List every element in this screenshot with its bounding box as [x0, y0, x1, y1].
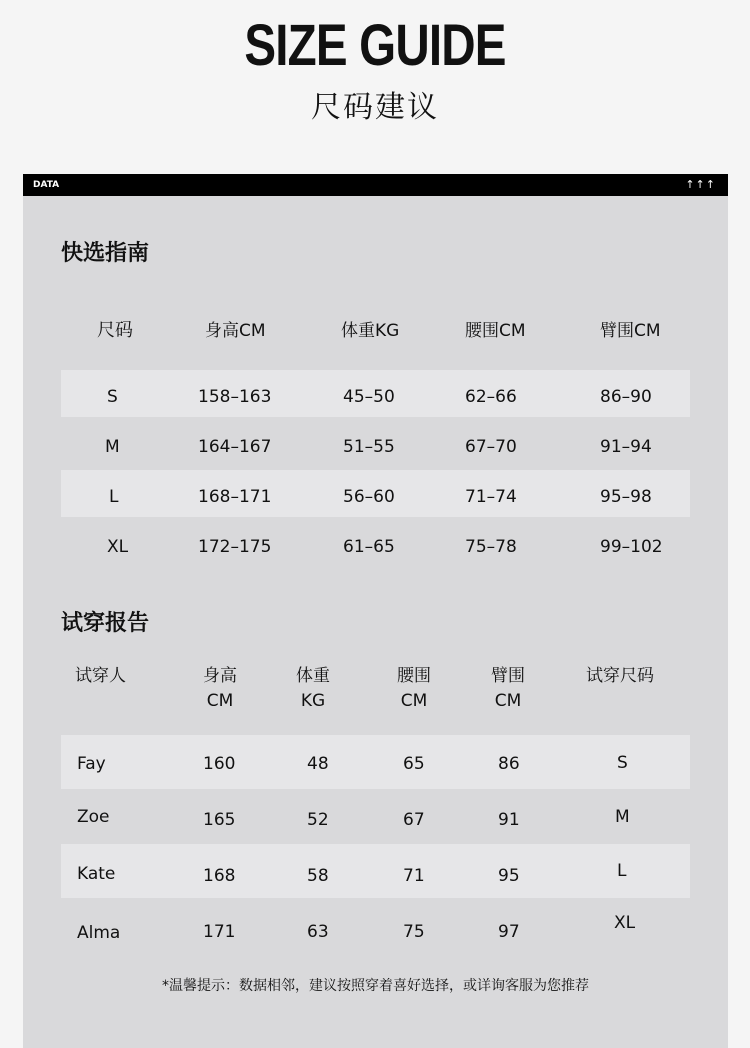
arm-cell: 86–90: [600, 387, 652, 407]
weight-cell: 48: [307, 754, 329, 774]
column-header-waist: [389, 664, 439, 714]
height-cell: 171: [203, 922, 236, 942]
size-cell: L: [109, 487, 119, 507]
column-header-size: 尺码: [97, 320, 133, 341]
column-header-arm: 臂围CM: [600, 321, 661, 341]
waist-cell: 67: [403, 810, 425, 830]
fit-size-cell: L: [617, 861, 627, 881]
page-subtitle: 尺码建议: [311, 90, 439, 125]
footer-note: *温馨提示：数据相邻，建议按照穿着喜好选择，或详询客服为您推荐: [162, 978, 589, 994]
column-header-waist: 腰围CM: [465, 321, 526, 341]
column-header-weight: 体重KG: [341, 321, 400, 341]
waist-cell: 75–78: [465, 537, 517, 557]
weight-cell: 63: [307, 922, 329, 942]
height-cell: 160: [203, 754, 236, 774]
fitting-report-title: 试穿报告: [61, 611, 150, 636]
height-cell: 168–171: [198, 487, 272, 507]
column-header-arm: [483, 664, 533, 714]
column-header-line: 腰围: [397, 666, 431, 686]
size-guide-panel: [23, 174, 728, 1048]
weight-cell: 45–50: [343, 387, 395, 407]
height-cell: 172–175: [198, 537, 272, 557]
quick-select-title: 快选指南: [61, 241, 150, 266]
fit-size-cell: XL: [614, 913, 636, 933]
tester-name-cell: Fay: [77, 754, 106, 774]
weight-cell: 56–60: [343, 487, 395, 507]
weight-cell: 52: [307, 810, 329, 830]
up-arrows-icon: ↑↑↑: [685, 178, 716, 191]
column-header-height: [195, 664, 245, 714]
table-row-stripe: [61, 844, 690, 898]
arm-cell: 91–94: [600, 437, 652, 457]
size-cell: XL: [107, 537, 129, 557]
arm-cell: 99–102: [600, 537, 663, 557]
size-cell: M: [105, 437, 120, 457]
arm-cell: 91: [498, 810, 520, 830]
waist-cell: 75: [403, 922, 425, 942]
tester-name-cell: Alma: [77, 923, 121, 943]
weight-cell: 51–55: [343, 437, 395, 457]
tester-name-cell: Kate: [77, 864, 116, 884]
height-cell: 164–167: [198, 437, 272, 457]
column-header-unit: CM: [494, 691, 522, 711]
fit-size-cell: S: [617, 753, 628, 773]
fit-size-cell: M: [615, 807, 630, 827]
waist-cell: 67–70: [465, 437, 517, 457]
arm-cell: 86: [498, 754, 520, 774]
arm-cell: 95–98: [600, 487, 652, 507]
height-cell: 168: [203, 866, 236, 886]
waist-cell: 71: [403, 866, 425, 886]
waist-cell: 65: [403, 754, 425, 774]
column-header-unit: KG: [300, 691, 326, 711]
data-bar-label: DATA: [33, 180, 60, 190]
size-cell: S: [107, 387, 118, 407]
height-cell: 165: [203, 810, 236, 830]
table-row-stripe: [61, 735, 690, 789]
column-header-line: 身高: [203, 666, 237, 686]
weight-cell: 58: [307, 866, 329, 886]
tester-name-cell: Zoe: [77, 807, 110, 827]
column-header-line: 试穿尺码: [586, 666, 654, 686]
column-header-weight: [288, 664, 338, 714]
column-header-line: 臂围: [491, 666, 525, 686]
column-header-fit-size: [586, 664, 654, 689]
weight-cell: 61–65: [343, 537, 395, 557]
waist-cell: 62–66: [465, 387, 517, 407]
arm-cell: 95: [498, 866, 520, 886]
column-header-unit: CM: [206, 691, 234, 711]
column-header-height: 身高CM: [205, 321, 266, 341]
column-header-line: 试穿人: [75, 666, 126, 686]
waist-cell: 71–74: [465, 487, 517, 507]
data-bar: [23, 174, 728, 196]
column-header-line: 体重: [296, 666, 330, 686]
column-header-unit: CM: [400, 691, 428, 711]
arm-cell: 97: [498, 922, 520, 942]
column-header-tester: [75, 664, 126, 689]
page-title: SIZE GUIDE: [244, 13, 506, 78]
height-cell: 158–163: [198, 387, 272, 407]
